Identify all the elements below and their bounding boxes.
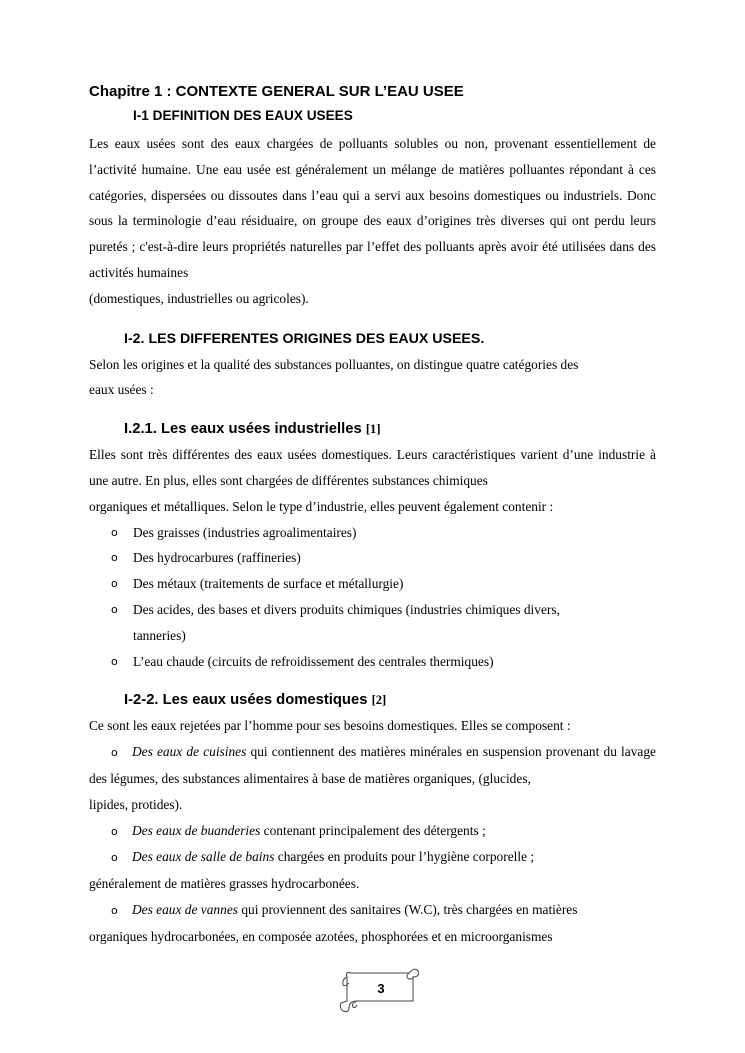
reference-marker: [1] [365, 422, 381, 437]
list-item-text: Des métaux (traitements de surface et métallurgie) [133, 576, 404, 592]
bullet-marker: o [111, 824, 118, 838]
bullet-marker: o [111, 654, 118, 668]
list-item [89, 649, 656, 675]
page-number: 3 [377, 981, 385, 996]
list-item-text: Des graisses (industries agroalimentaires) [133, 524, 357, 540]
paragraph-origins-end: eaux usées : [89, 382, 154, 398]
paragraph-text: qui proviennent des sanitaires (W.C), très chargées en matières [237, 901, 578, 917]
bullet-marker: o [111, 746, 118, 760]
heading-text: I.2.1. Les eaux usées industrielles [124, 421, 362, 438]
bullet-marker: o [111, 551, 118, 565]
paragraph-text: qui contiennent des matières minérales en suspension provenant du lavage des légumes, des substances alimentaires à base de matières organiques, (glucides, [89, 744, 656, 786]
list-item-text-end: tanneries) [133, 627, 186, 643]
bullet-paragraph-toilets-end: organiques hydrocarbonées, en composée azotées, phosphorées et en microorganismes [89, 928, 553, 944]
bullet-paragraph-toilets [89, 897, 656, 924]
industrial-pollutants-list [89, 520, 656, 675]
bullet-paragraph-bathroom-end: généralement de matières grasses hydrocarbonées. [89, 876, 360, 892]
emphasis-text: Des eaux de cuisines [132, 744, 247, 760]
emphasis-text: Des eaux de vannes [132, 901, 238, 917]
reference-marker: [2] [371, 693, 387, 708]
paragraph-definition: Les eaux usées sont des eaux chargées de polluants solubles ou non, provenant essentiellement de l’activité humaine. Une eau usée est généralement un mélange de matières polluantes répondant à ces catégories, dispersées ou dissoutes dans l’eau qui a servi aux besoins domestiques ou industriels. Donc sous la terminologie d’eau résiduaire, on groupe des eaux d’origines très diverses qui ont perdu leurs puretés ; c'est-à-dire leurs propriétés naturelles par l’effet des polluants après avoir été utilisées dans des activités humaines [89, 136, 656, 280]
list-item-text: L’eau chaude (circuits de refroidissement des centrales thermiques) [133, 653, 494, 669]
list-item-text: Des acides, des bases et divers produits chimiques (industries chimiques divers, [133, 601, 560, 617]
paragraph-definition-end: (domestiques, industrielles ou agricoles). [89, 290, 309, 306]
paragraph-text: contenant principalement des détergents ; [260, 822, 486, 838]
paragraph-text: chargées en produits pour l’hygiène corporelle ; [274, 849, 535, 865]
bullet-paragraph-laundry [89, 818, 656, 845]
section-heading-domestic [89, 687, 656, 713]
bullet-marker: o [111, 903, 118, 917]
section-heading-industrial [89, 416, 656, 442]
bullet-paragraph-kitchen-end: lipides, protides). [89, 796, 183, 812]
bullet-marker: o [111, 577, 118, 591]
list-item [89, 545, 656, 571]
emphasis-text: Des eaux de buanderies [132, 822, 261, 838]
emphasis-text: Des eaux de salle de bains [132, 849, 275, 865]
heading-text: I-2-2. Les eaux usées domestiques [124, 692, 368, 709]
bullet-paragraph-kitchen [89, 739, 656, 792]
list-item [89, 571, 656, 597]
bullet-marker: o [111, 851, 118, 865]
bullet-paragraph-bathroom [89, 844, 656, 871]
section-heading-definition: I-1 DEFINITION DES EAUX USEES [133, 108, 353, 123]
section-heading-origins: I-2. LES DIFFERENTES ORIGINES DES EAUX USEES. [124, 330, 485, 347]
bullet-marker: o [111, 602, 118, 616]
list-item-text: Des hydrocarbures (raffineries) [133, 550, 301, 566]
paragraph-industrial-end: organiques et métalliques. Selon le type d’industrie, elles peuvent également contenir : [89, 498, 554, 514]
bullet-marker: o [111, 525, 118, 539]
chapter-title: Chapitre 1 : CONTEXTE GENERAL SUR L’EAU USEE [89, 83, 464, 100]
paragraph-industrial: Elles sont très différentes des eaux usées domestiques. Leurs caractéristiques varient d’une industrie à une autre. En plus, elles sont chargées de différentes substances chimiques [89, 447, 656, 488]
paragraph-origins: Selon les origines et la qualité des substances polluantes, on distingue quatre catégories des [89, 356, 579, 372]
page-content [89, 78, 656, 950]
paragraph-domestic-intro: Ce sont les eaux rejetées par l’homme pour ses besoins domestiques. Elles se composent : [89, 718, 571, 734]
list-item [89, 597, 656, 649]
list-item [89, 520, 656, 546]
